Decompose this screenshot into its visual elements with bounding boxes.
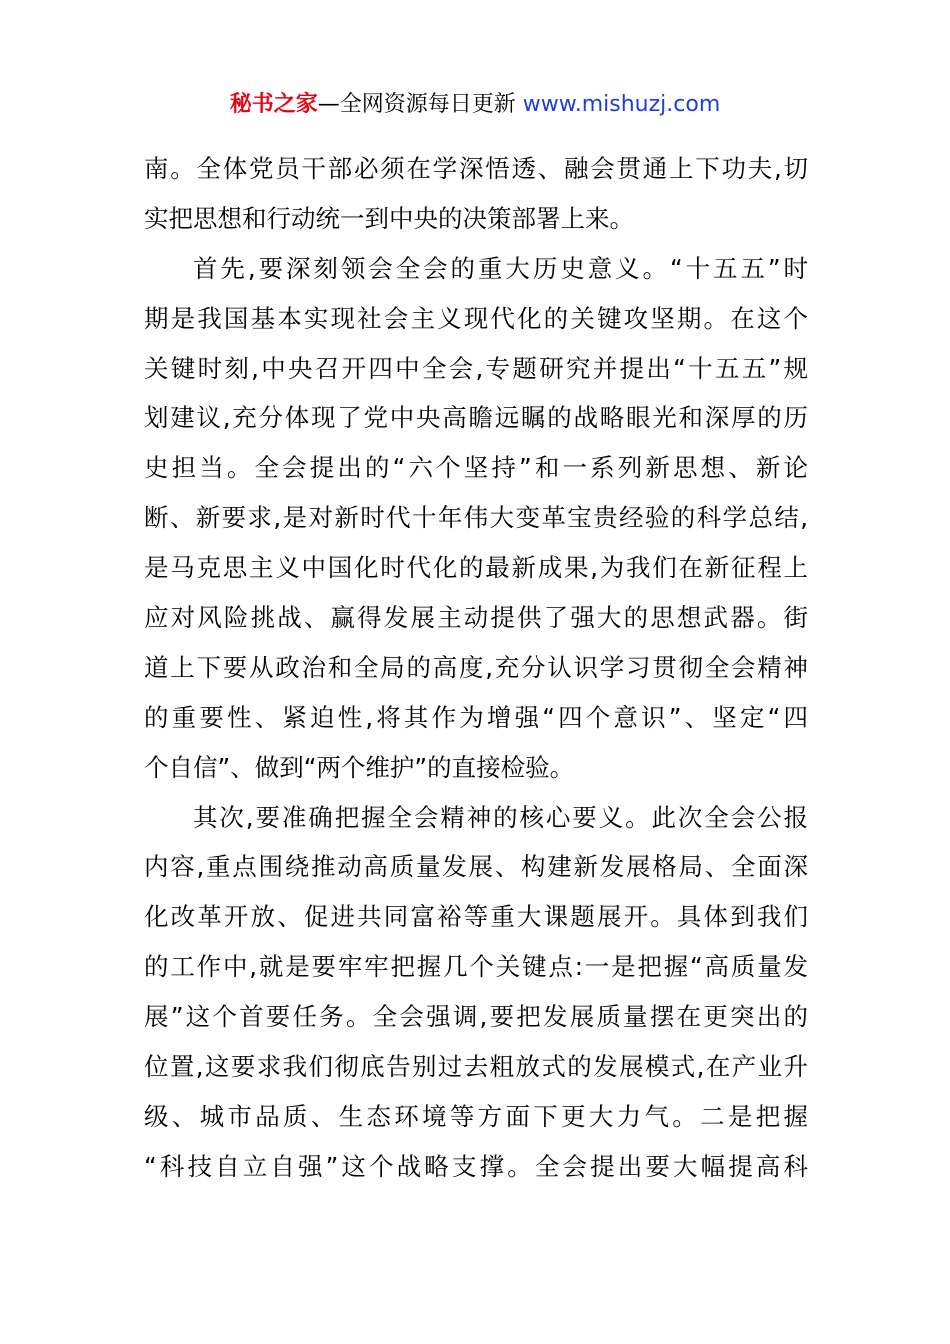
site-url: www.mishuzj.com	[522, 92, 721, 117]
text-line: 划建议,充分体现了党中央高瞻远瞩的战略眼光和深厚的历	[144, 403, 808, 433]
text-line: 是马克思主义中国化时代化的最新成果,为我们在新征程上	[144, 553, 808, 583]
text-line: 道上下要从政治和全局的高度,充分认识学习贯彻全会精神	[144, 652, 808, 682]
text-line: 的重要性、紧迫性,将其作为增强“四个意识”、坚定“四	[144, 702, 808, 732]
text-line: 史担当。全会提出的“六个坚持”和一系列新思想、新论	[144, 453, 808, 483]
text-line: 南。全体党员干部必须在学深悟透、融会贯通上下功夫,切	[144, 154, 808, 183]
text-line: 的工作中,就是要牢牢把握几个关键点:一是把握“高质量发	[144, 952, 808, 982]
text-line: 位置,这要求我们彻底告别过去粗放式的发展模式,在产业升	[144, 1052, 808, 1082]
text-line: 关键时刻,中央召开四中全会,专题研究并提出“十五五”规	[144, 353, 808, 383]
text-line: 首先,要深刻领会全会的重大历史意义。“十五五”时	[193, 253, 808, 283]
text-line: 内容,重点围绕推动高质量发展、构建新发展格局、全面深	[144, 852, 808, 882]
brand-name: 秘书之家	[229, 92, 318, 117]
text-line: “科技自立自强”这个战略支撑。全会提出要大幅提高科	[144, 1151, 808, 1181]
text-line: 实把思想和行动统一到中央的决策部署上来。	[144, 203, 634, 233]
text-line: 化改革开放、促进共同富裕等重大课题展开。具体到我们	[144, 902, 808, 932]
text-line: 展”这个首要任务。全会强调,要把发展质量摆在更突出的	[144, 1002, 808, 1032]
text-line: 级、城市品质、生态环境等方面下更大力气。二是把握	[144, 1101, 808, 1131]
page-header	[0, 88, 950, 122]
text-line: 应对风险挑战、赢得发展主动提供了强大的思想武器。街	[144, 603, 808, 633]
document-body	[144, 144, 808, 1192]
header-tagline: —全网资源每日更新	[317, 92, 523, 117]
text-line: 其次,要准确把握全会精神的核心要义。此次全会公报	[193, 802, 808, 832]
text-line: 期是我国基本实现社会主义现代化的关键攻坚期。在这个	[144, 303, 808, 333]
text-line: 断、新要求,是对新时代十年伟大变革宝贵经验的科学总结,	[144, 503, 808, 533]
text-line: 个自信”、做到“两个维护”的直接检验。	[144, 752, 575, 782]
